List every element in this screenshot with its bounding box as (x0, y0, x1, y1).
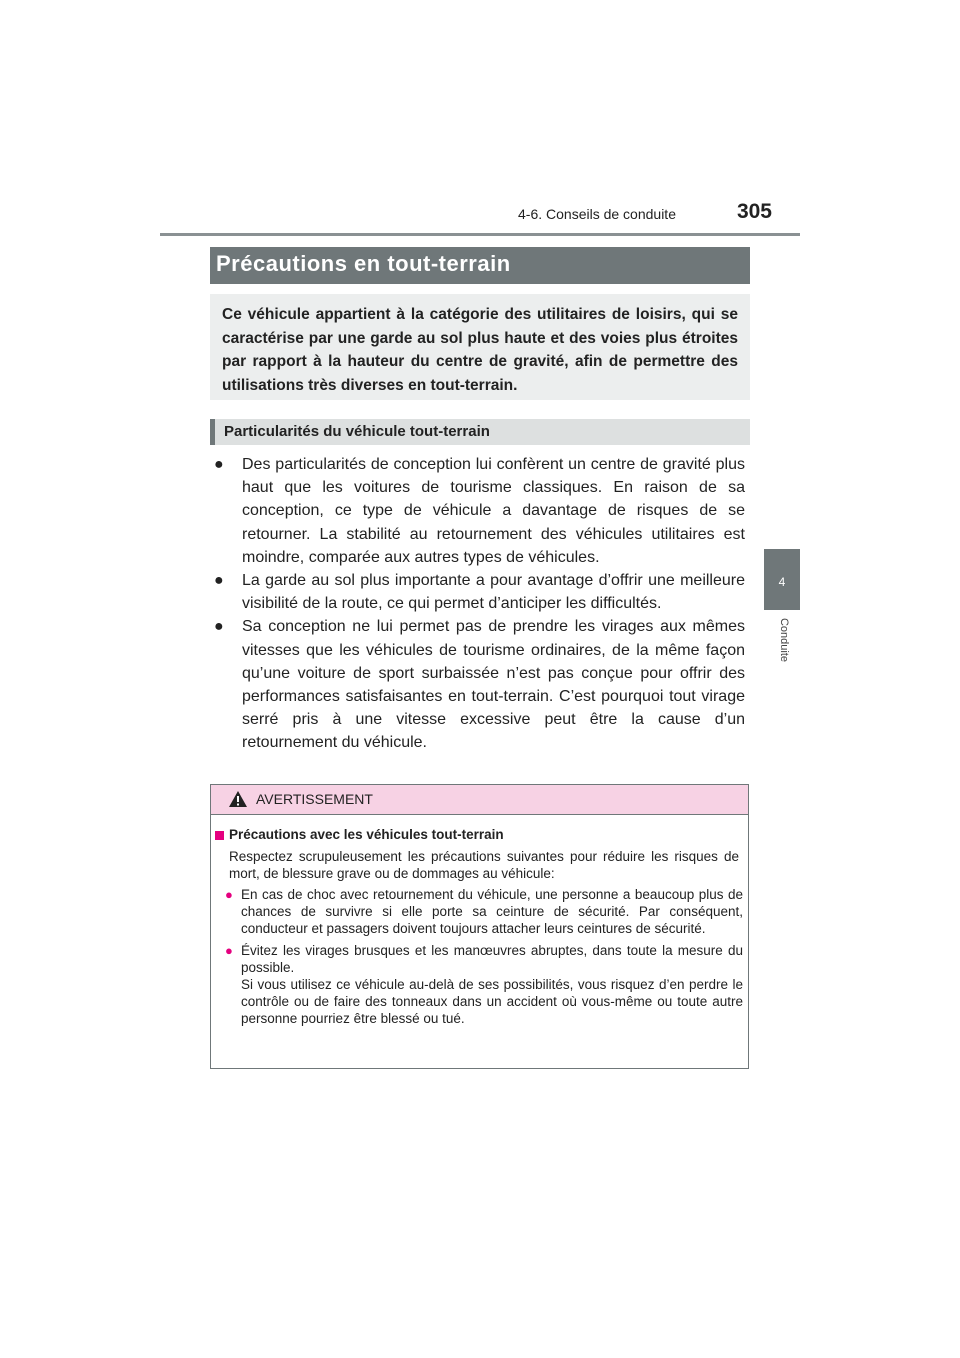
header-section-title: 4-6. Conseils de conduite (518, 206, 676, 222)
bullet-text: Des particularités de conception lui confèrent un centre de gravité plus haut que les voitures de tourisme classiques. En raison de sa conception, ce type de véhicule a davantage de risques de se retourner. La stabilité au retournement des véhicules utilitaires est moindre, comparée aux autres types de véhicules. (242, 456, 745, 566)
warning-heading: Précautions avec les véhicules tout-terrain (229, 827, 504, 842)
chapter-tab-label: Conduite (777, 617, 790, 663)
pink-bullet-icon: ● (225, 887, 233, 902)
warning-item-paragraph: En cas de choc avec retournement du véhicule, une personne a beaucoup plus de chances de survivre si elle porte sa ceinture de sécurité. Par conséquent, conducteur et passagers doivent toujours attacher leurs ceintures de sécurité. (241, 887, 743, 936)
list-item (214, 453, 745, 569)
warning-item-paragraph: Évitez les virages brusques et les manœuvres abruptes, dans toute la mesure du possible. (241, 943, 743, 976)
bullet-text: La garde au sol plus importante a pour avantage d’offrir une meilleure visibilité de la route, ce qui permet d’anticiper les difficultés. (242, 572, 745, 613)
warning-list (225, 887, 743, 1033)
list-item (225, 887, 743, 937)
warning-intro: Respectez scrupuleusement les précautions suivantes pour réduire les risques de mort, de blessure grave ou de dommages au véhicule: (229, 849, 739, 881)
intro-text: Ce véhicule appartient à la catégorie des utilitaires de loisirs, qui se caractérise par une garde au sol plus haute et des voies plus étroites par rapport à la hauteur du centre de gravité, afin de permettre des utilisations très diverses en tout-terrain. (222, 306, 738, 394)
warning-item-continuation: Si vous utilisez ce véhicule au-delà de ses possibilités, vous risquez d’en perdre le contrôle ou de faire des tonneaux dans un accident où vous-même ou toute autre personne pourriez être blessé ou tué. (241, 976, 743, 1026)
chapter-tab-number: 4 (778, 575, 786, 589)
chapter-tab-label-wrapper (754, 610, 814, 670)
list-item (214, 615, 745, 754)
bullet-icon: ● (214, 618, 224, 636)
page-number: 305 (736, 200, 772, 223)
list-item (214, 569, 745, 615)
subheading-accent (210, 419, 215, 445)
bullet-icon: ● (214, 456, 224, 473)
header-divider (160, 233, 800, 236)
warning-item-text (241, 887, 743, 937)
warning-heading-marker-icon (215, 831, 224, 840)
bullet-icon: ● (214, 572, 224, 590)
warning-header (211, 785, 748, 815)
warning-title: AVERTISSEMENT (256, 791, 373, 807)
bullet-list (214, 453, 745, 755)
bullet-text: Sa conception ne lui permet pas de prendre les virages aux mêmes vitesses que les véhicules de tourisme ordinaires, de la même façon qu’une voiture de sport surbaissée n’est pas conçue pour offrir des performances satisfaisantes en tout-terrain. C’est pourquoi tout virage serré pris à une vitesse excessive peut être la cause d’un retournement du véhicule. (242, 618, 745, 752)
subheading: Particularités du véhicule tout-terrain (224, 423, 490, 440)
section-title: Précautions en tout-terrain (216, 251, 511, 276)
pink-bullet-icon: ● (225, 943, 233, 959)
warning-box (210, 784, 749, 1069)
warning-triangle-icon (228, 790, 248, 808)
list-item (225, 943, 743, 1027)
warning-item-text (241, 943, 743, 1027)
